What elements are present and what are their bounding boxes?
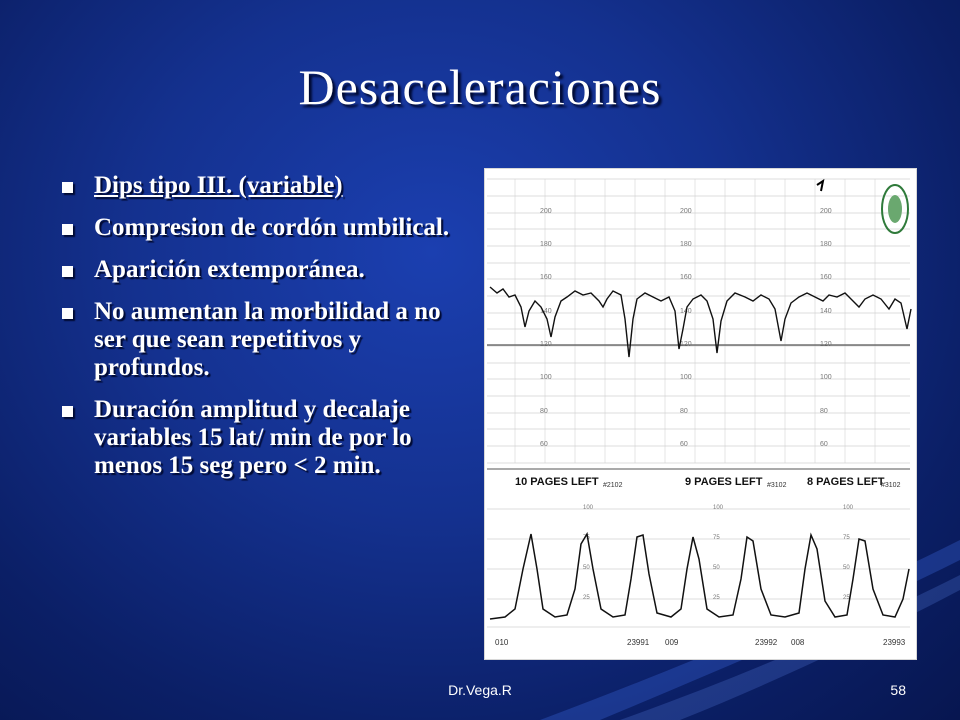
square-bullet-icon bbox=[62, 266, 73, 277]
scale-label: 75 bbox=[713, 535, 720, 541]
cardiotocograph-image bbox=[484, 168, 917, 660]
scale-label: 50 bbox=[583, 565, 590, 571]
scale-label: 200 bbox=[540, 208, 552, 215]
scale-label: 75 bbox=[843, 535, 850, 541]
strip-code: 010 bbox=[495, 638, 509, 647]
square-bullet-icon bbox=[62, 182, 73, 193]
fhr-trace bbox=[490, 287, 911, 357]
strip-code: 23991 bbox=[627, 638, 650, 647]
scale-label: 180 bbox=[680, 241, 692, 248]
marker-code: #2102 bbox=[603, 482, 623, 489]
scale-label: 140 bbox=[820, 308, 832, 315]
scale-label: 100 bbox=[820, 374, 832, 381]
scale-label: 200 bbox=[680, 208, 692, 215]
scale-label: 180 bbox=[820, 241, 832, 248]
bullet-item bbox=[58, 256, 478, 284]
square-bullet-icon bbox=[62, 406, 73, 417]
scale-label: 50 bbox=[713, 565, 720, 571]
strip-code: 009 bbox=[665, 638, 679, 647]
bullet-text: Duración amplitud y decalaje variables 15 lat/ min de por lo menos 15 seg pero < 2 min. bbox=[94, 396, 412, 479]
scale-label: 60 bbox=[680, 441, 688, 448]
scale-label: 160 bbox=[540, 274, 552, 281]
bullet-list bbox=[58, 172, 478, 494]
page-marker: 8 PAGES LEFT bbox=[807, 476, 885, 488]
footer-author: Dr.Vega.R bbox=[448, 682, 512, 698]
strip-code: 23992 bbox=[755, 638, 778, 647]
scale-label: 160 bbox=[680, 274, 692, 281]
scale-label: 100 bbox=[680, 374, 692, 381]
ctg-strip bbox=[485, 169, 916, 659]
scale-label: 140 bbox=[540, 308, 552, 315]
page-marker: 9 PAGES LEFT bbox=[685, 476, 763, 488]
scale-label: 180 bbox=[540, 241, 552, 248]
scale-label: 25 bbox=[583, 595, 590, 601]
bullet-item bbox=[58, 298, 478, 382]
scale-label: 60 bbox=[820, 441, 828, 448]
marker-tick bbox=[817, 181, 823, 191]
fhr-grid bbox=[487, 179, 910, 463]
scale-label: 100 bbox=[583, 505, 594, 511]
marker-code: #3102 bbox=[767, 482, 787, 489]
strip-code: 23993 bbox=[883, 638, 906, 647]
fhr-scale-labels bbox=[540, 208, 832, 448]
hospital-logo bbox=[882, 185, 908, 233]
bullet-text: No aumentan la morbilidad a no ser que sean repetitivos y profundos. bbox=[94, 298, 441, 381]
scale-label: 50 bbox=[843, 565, 850, 571]
marker-code: #3102 bbox=[881, 482, 901, 489]
scale-label: 80 bbox=[820, 408, 828, 415]
scale-label: 100 bbox=[843, 505, 854, 511]
square-bullet-icon bbox=[62, 308, 73, 319]
bullet-text: Aparición extemporánea. bbox=[94, 256, 365, 283]
scale-label: 120 bbox=[540, 341, 552, 348]
page-marker: 10 PAGES LEFT bbox=[515, 476, 599, 488]
scale-label: 120 bbox=[820, 341, 832, 348]
scale-label: 140 bbox=[680, 308, 692, 315]
uc-trace bbox=[490, 534, 909, 619]
scale-label: 25 bbox=[843, 595, 850, 601]
scale-label: 80 bbox=[540, 408, 548, 415]
scale-label: 25 bbox=[713, 595, 720, 601]
fhr-grid-vertical bbox=[515, 179, 875, 463]
square-bullet-icon bbox=[62, 224, 73, 235]
slide-title: Desaceleraciones bbox=[298, 59, 662, 115]
scale-label: 75 bbox=[583, 535, 590, 541]
page-number: 58 bbox=[890, 682, 906, 698]
scale-label: 200 bbox=[820, 208, 832, 215]
scale-label: 100 bbox=[540, 374, 552, 381]
scale-label: 100 bbox=[713, 505, 724, 511]
bullet-text: Dips tipo III. (variable) bbox=[94, 172, 343, 199]
strip-code: 008 bbox=[791, 638, 805, 647]
scale-label: 80 bbox=[680, 408, 688, 415]
bullet-item bbox=[58, 396, 478, 480]
bullet-item bbox=[58, 172, 478, 200]
scale-label: 120 bbox=[680, 341, 692, 348]
bullet-text: Compresion de cordón umbilical. bbox=[94, 214, 450, 241]
scale-label: 60 bbox=[540, 441, 548, 448]
bullet-item bbox=[58, 214, 478, 242]
scale-label: 160 bbox=[820, 274, 832, 281]
